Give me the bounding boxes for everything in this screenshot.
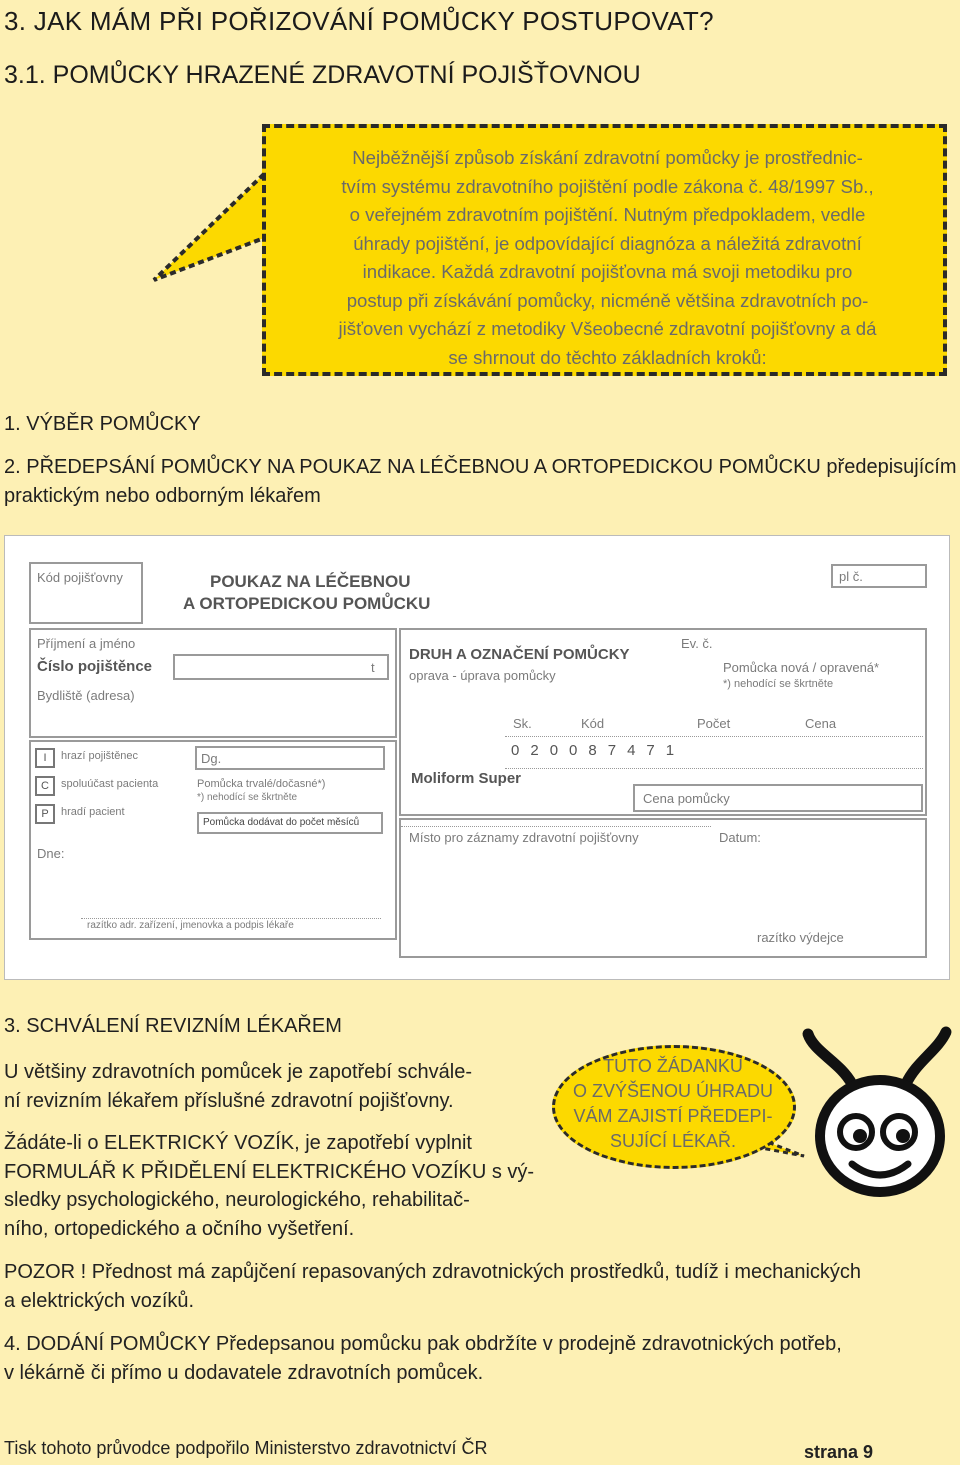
patient-block [29,628,397,738]
code-digit: 0 [511,742,531,759]
step-1: 1. VÝBĚR POMŮCKY [4,413,201,435]
callout-line: jišťoven vychází z metodiky Všeobecné zdravotní pojišťovny a dá [338,318,877,339]
step-3: 3. SCHVÁLENÍ REVIZNÍM LÉKAŘEM [4,1015,342,1037]
step-4 [4,1330,842,1387]
step-2-line1: 2. PŘEDEPSÁNÍ POMŮCKY NA POUKAZ NA LÉČEBNOU A ORTOPEDICKOU POMŮCKU předepisujícím [4,456,957,478]
step-2-line2: praktickým nebo odborným lékařem [4,485,321,507]
count-header: Počet [697,716,731,731]
insured-number-field [173,654,389,680]
dispenser-stamp-label: razítko výdejce [757,930,844,945]
insurer-code-label: Kód pojišťovny [37,570,123,585]
payment-block [29,740,397,940]
strike-note: *) nehodící se škrtněte [723,678,834,690]
bubble-line: VÁM ZAJISTÍ PŘEDEPI- [573,1106,773,1126]
callout-line: o veřejném zdravotním pojištění. Nutným předpokladem, vedle [349,204,866,225]
bubble-line: TUTO ŽÁDANKU [603,1056,743,1076]
warning-line: a elektrických vozíků. [4,1289,195,1312]
pl-label: pl č. [839,569,863,584]
callout-tail [148,168,278,292]
permanent-label: Pomůcka trvalé/dočasné*) [197,778,326,790]
ev-label: Ev. č. [681,636,713,651]
insured-number-label: Číslo pojištěnce [37,658,153,675]
code-digit: 7 [646,742,666,759]
para1 [4,1058,472,1115]
repair-label: oprava - úprava pomůcky [409,668,556,683]
c-label: spoluúčast pacienta [61,778,159,790]
doctor-stamp-label: razítko adr. zařízení, jmenovka a podpis lékaře [87,920,294,931]
callout-line: postup při získávání pomůcky, nicméně většina zdravotních po- [346,289,869,311]
i-checkbox: I [35,748,55,768]
aid-type-label: DRUH A OZNAČENÍ POMŮCKY [409,646,630,663]
para2-line: ního, ortopedického a očního vyšetření. [4,1217,355,1240]
step4-line: 4. DODÁNÍ POMŮCKY Předepsanou pomůcku pak obdržíte v prodejně zdravotnických potřeb, [4,1333,842,1355]
aid-price-label: Cena pomůcky [643,791,730,806]
datum-label: Datum: [719,830,761,845]
footer-credit: Tisk tohoto průvodce podpořilo Ministerstvo zdravotnictví ČR [4,1438,488,1458]
code-digit: 4 [627,742,647,759]
code-digit: 1 [665,742,686,759]
warning-line: POZOR ! Přednost má zapůjčení repasovaných zdravotnických prostředků, tudíž i mechanických [4,1261,862,1283]
price-box [633,784,923,812]
c-checkbox: C [35,776,55,796]
deliver-label: Pomůcka dodávat do počet měsíců [203,817,360,828]
page-heading: 3. JAK MÁM PŘI POŘIZOVÁNÍ POMŮCKY POSTUPOVAT? [4,6,714,36]
bubble-line: O ZVÝŠENOU ÚHRADU [572,1081,774,1101]
section-subheading: 3.1. POMŮCKY HRAZENÉ ZDRAVOTNÍ POJIŠŤOVNOU [4,61,641,89]
p-checkbox: P [35,804,55,824]
dg-field [195,746,385,770]
step4-line: v lékárně či přímo u dodavatele zdravotních pomůcek. [4,1361,484,1384]
dg-label: Dg. [201,751,222,766]
bubble-line: SUJÍCÍ LÉKAŘ. [609,1131,737,1151]
para2-line: sledky psychologického, neurologického, rehabilitač- [4,1189,470,1211]
para2 [4,1129,534,1243]
new-aid-label: Pomůcka nová / opravená* [723,660,880,675]
code-digit: 8 [588,742,608,759]
code-digit: 0 [549,742,570,759]
para1-line: U většiny zdravotních pomůcek je zapotřebí schvále- [4,1061,472,1083]
address-label: Bydliště (adresa) [37,688,135,703]
code-digit: 0 [569,742,589,759]
p-label: hradí pacient [61,806,125,818]
permanent-note: *) nehodící se škrtněte [197,792,298,803]
code-digit: 7 [607,742,628,759]
para2-line: Žádáte-li o ELEKTRICKÝ VOZÍK, je zapotřebí vyplnit [4,1132,472,1154]
para2-line: FORMULÁŘ K PŘIDĚLENÍ ELEKTRICKÉHO VOZÍKU s vý- [4,1160,535,1183]
prescription-form [4,535,950,980]
warning-paragraph [4,1258,861,1315]
callout-line: Nejběžnější způsob získání zdravotní pomůcky je prostřednic- [352,147,863,168]
insurer-notes-label: Místo pro záznamy zdravotní pojišťovny [409,830,639,845]
callout-text [290,144,925,372]
deliver-field [197,812,383,834]
form-title-2: A ORTOPEDICKOU POMŮCKU [183,594,431,613]
table-rule [505,768,923,769]
i-label: hrazí pojištěnec [61,750,139,762]
form-title-1: POUKAZ NA LÉČEBNOU [210,572,411,591]
surname-label: Příjmení a jméno [37,636,136,651]
callout-line: indikace. Každá zdravotní pojišťovna má svoji metodiku pro [362,261,853,282]
product-name: Moliform Super [411,770,522,787]
price-header: Cena [805,716,837,731]
sk-header: Sk. [513,716,532,731]
callout-line: úhrady pojištění, je odpovídající diagnóza a náležitá zdravotní [353,232,862,254]
info-callout [262,124,947,376]
callout-line: se shrnout do těchto základních kroků: [448,346,767,368]
page-number: strana 9 [804,1442,874,1462]
insurer-code-box [29,562,143,624]
t-label: t [371,660,375,675]
code-header: Kód [581,716,605,731]
table-rule [505,736,923,737]
code-digits [511,742,685,759]
para1-line: ní revizním lékařem příslušné zdravotní pojišťovny. [4,1089,454,1112]
callout-line: tvím systému zdravotního pojištění podle zákona č. 48/1997 Sb., [341,175,874,197]
code-digit: 2 [530,742,550,759]
pl-box [831,564,927,588]
aid-block [399,628,927,816]
bubble-text [558,1054,788,1154]
mascot-face-icon [800,1022,956,1202]
date-label: Dne: [37,846,65,861]
insurer-notes-block [399,818,927,958]
form-rule [401,826,711,827]
signature-line [81,918,381,919]
